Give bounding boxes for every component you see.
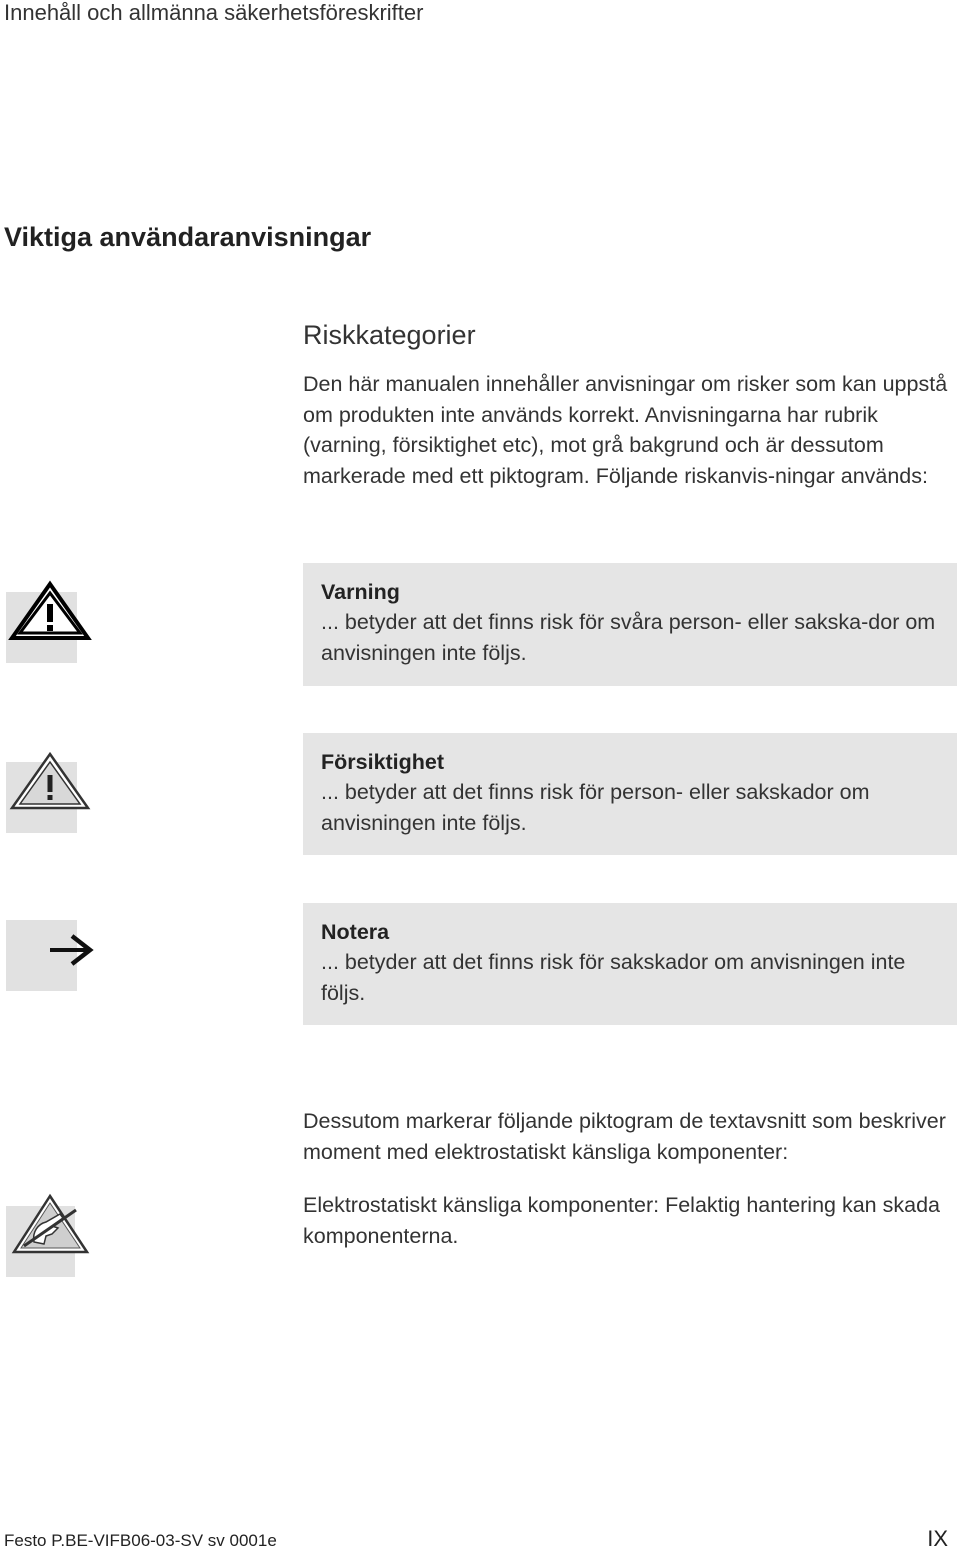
notice-caution	[303, 733, 957, 855]
header-title: Innehåll och allmänna säkerhetsföreskrifter	[4, 0, 424, 25]
notice-title: Försiktighet	[321, 750, 445, 774]
esd-description: Elektrostatiskt känsliga komponenter: Felaktig hantering kan skada komponenterna.	[303, 1193, 940, 1248]
warning-triangle-icon	[6, 580, 90, 670]
notice-warning	[303, 563, 957, 686]
caution-triangle-icon	[6, 750, 90, 840]
notice-text: ... betyder att det finns risk för sakskador om anvisningen inte följs.	[321, 950, 906, 1005]
notice-text: ... betyder att det finns risk för svåra person- eller sakska-dor om anvisningen inte följs.	[321, 610, 936, 665]
risk-intro-paragraph: Den här manualen innehåller anvisningar om risker som kan uppstå om produkten inte används korrekt. Anvisningarna har rubrik (varning, försiktighet etc), mot grå bakgrund och är dessutom markerade med ett piktogram. Följande riskanvis-ningar används:	[303, 372, 948, 488]
esd-intro-paragraph: Dessutom markerar följande piktogram de textavsnitt som beskriver moment med elektrostatiskt känsliga komponenter:	[303, 1109, 946, 1164]
footer-document-id: Festo P.BE-VIFB06-03-SV sv 0001e	[4, 1531, 277, 1550]
footer-page-number: IX	[927, 1526, 948, 1551]
notice-title: Varning	[321, 580, 400, 604]
section-heading: Viktiga användaranvisningar	[4, 222, 372, 252]
notice-text: ... betyder att det finns risk för person- eller sakskador om anvisningen inte följs.	[321, 780, 870, 835]
risk-subheading: Riskkategorier	[303, 320, 476, 350]
esd-sensitive-icon	[6, 1192, 90, 1282]
notice-title: Notera	[321, 920, 390, 944]
notice-note	[303, 903, 957, 1025]
arrow-right-icon	[6, 920, 90, 1010]
